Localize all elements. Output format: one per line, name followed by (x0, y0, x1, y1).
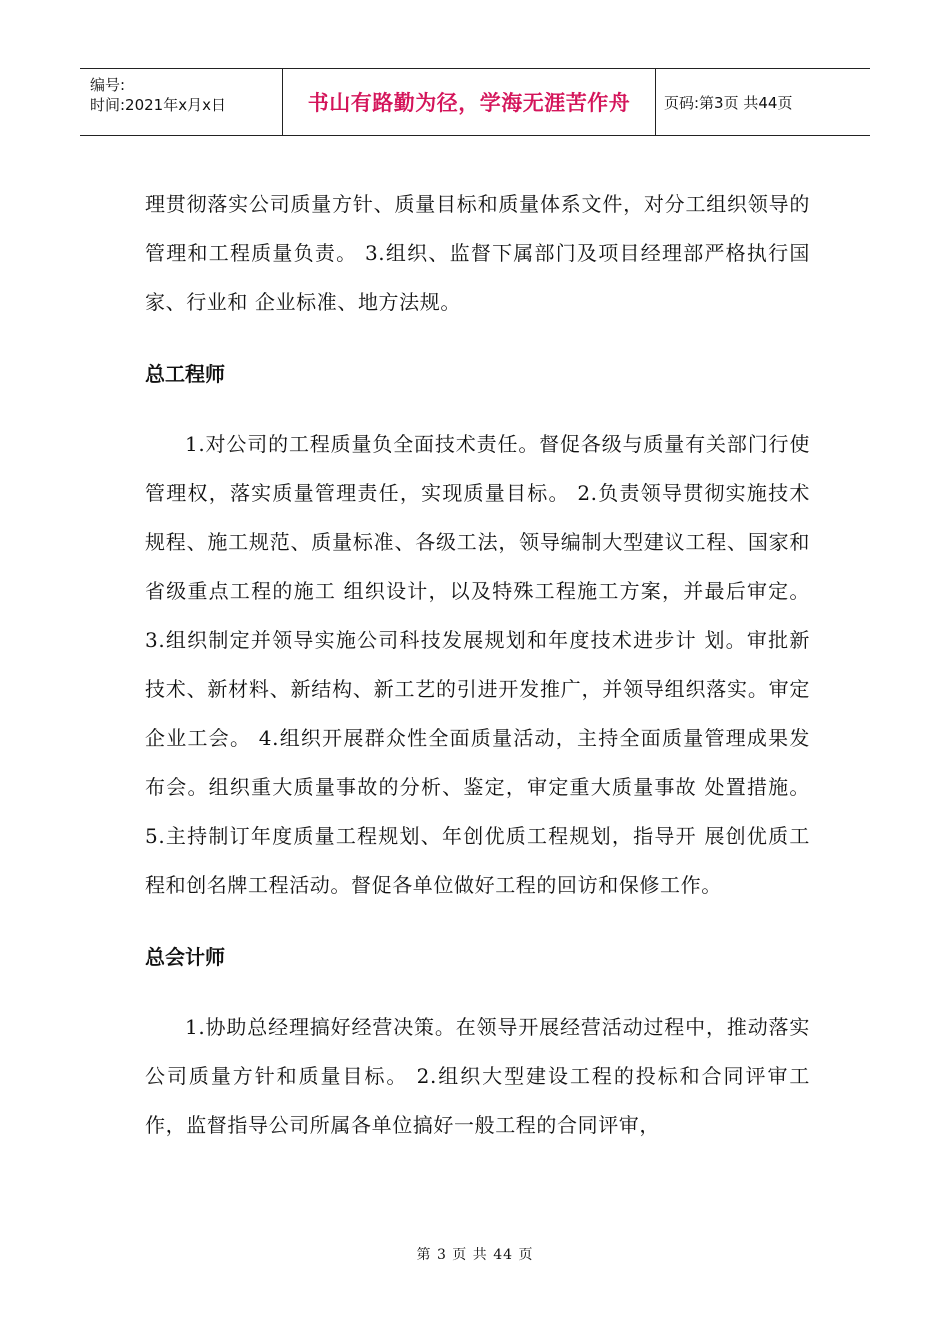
page-header (80, 68, 870, 136)
document-number-label: 编号: (90, 76, 126, 94)
footer-page-number: 第 3 页 共 44 页 (416, 1247, 534, 1263)
section-paragraph-chief-engineer: 1.对公司的工程质量负全面技术责任。督促各级与质量有关部门行使管理权，落实质量管理责任，实现质量目标。 2.负责领导贯彻实施技术规程、施工规范、质量标准、各级工法，领导编制大型建议工程、国家和省级重点工程的施工 组织设计，以及特殊工程施工方案，并最后审定。 3.组织制定并领导实施公司科技发展规划和年度技术进步计 划。审批新技术、新材料、新结构、新工艺的引进开发推广，并领导组织落实。审定企业工会。 4.组织开展群众性全面质量活动，主持全面质量管理成果发布会。组织重大质量事故的分析、鉴定，审定重大质量事故 处置措施。 5.主持制订年度质量工程规划、年创优质工程规划，指导开 展创优质工程和创名牌工程活动。督促各单位做好工程的回访和保修工作。 (145, 432, 810, 897)
header-page-label: 页码:第3页 共44页 (664, 93, 793, 112)
intro-paragraph: 理贯彻落实公司质量方针、质量目标和质量体系文件，对分工组织领导的管理和工程质量负责。 3.组织、监督下属部门及项目经理部严格执行国家、行业和 企业标准、地方法规。 (145, 192, 810, 314)
header-meta (80, 69, 282, 135)
page-footer (0, 1244, 950, 1264)
header-page-info (656, 69, 870, 135)
header-motto: 书山有路勤为径，学海无涯苦作舟 (307, 91, 631, 115)
section-heading-chief-engineer: 总工程师 (145, 362, 225, 386)
document-date: 时间:2021年x月x日 (90, 96, 226, 114)
section-paragraph-chief-accountant: 1.协助总经理搞好经营决策。在领导开展经营活动过程中，推动落实公司质量方针和质量目标。 2.组织大型建设工程的投标和合同评审工作，监督指导公司所属各单位搞好一般工程的合同评审， (145, 1015, 810, 1137)
document-body (145, 180, 810, 1150)
header-motto-cell (282, 69, 656, 135)
section-heading-chief-accountant: 总会计师 (145, 945, 225, 969)
